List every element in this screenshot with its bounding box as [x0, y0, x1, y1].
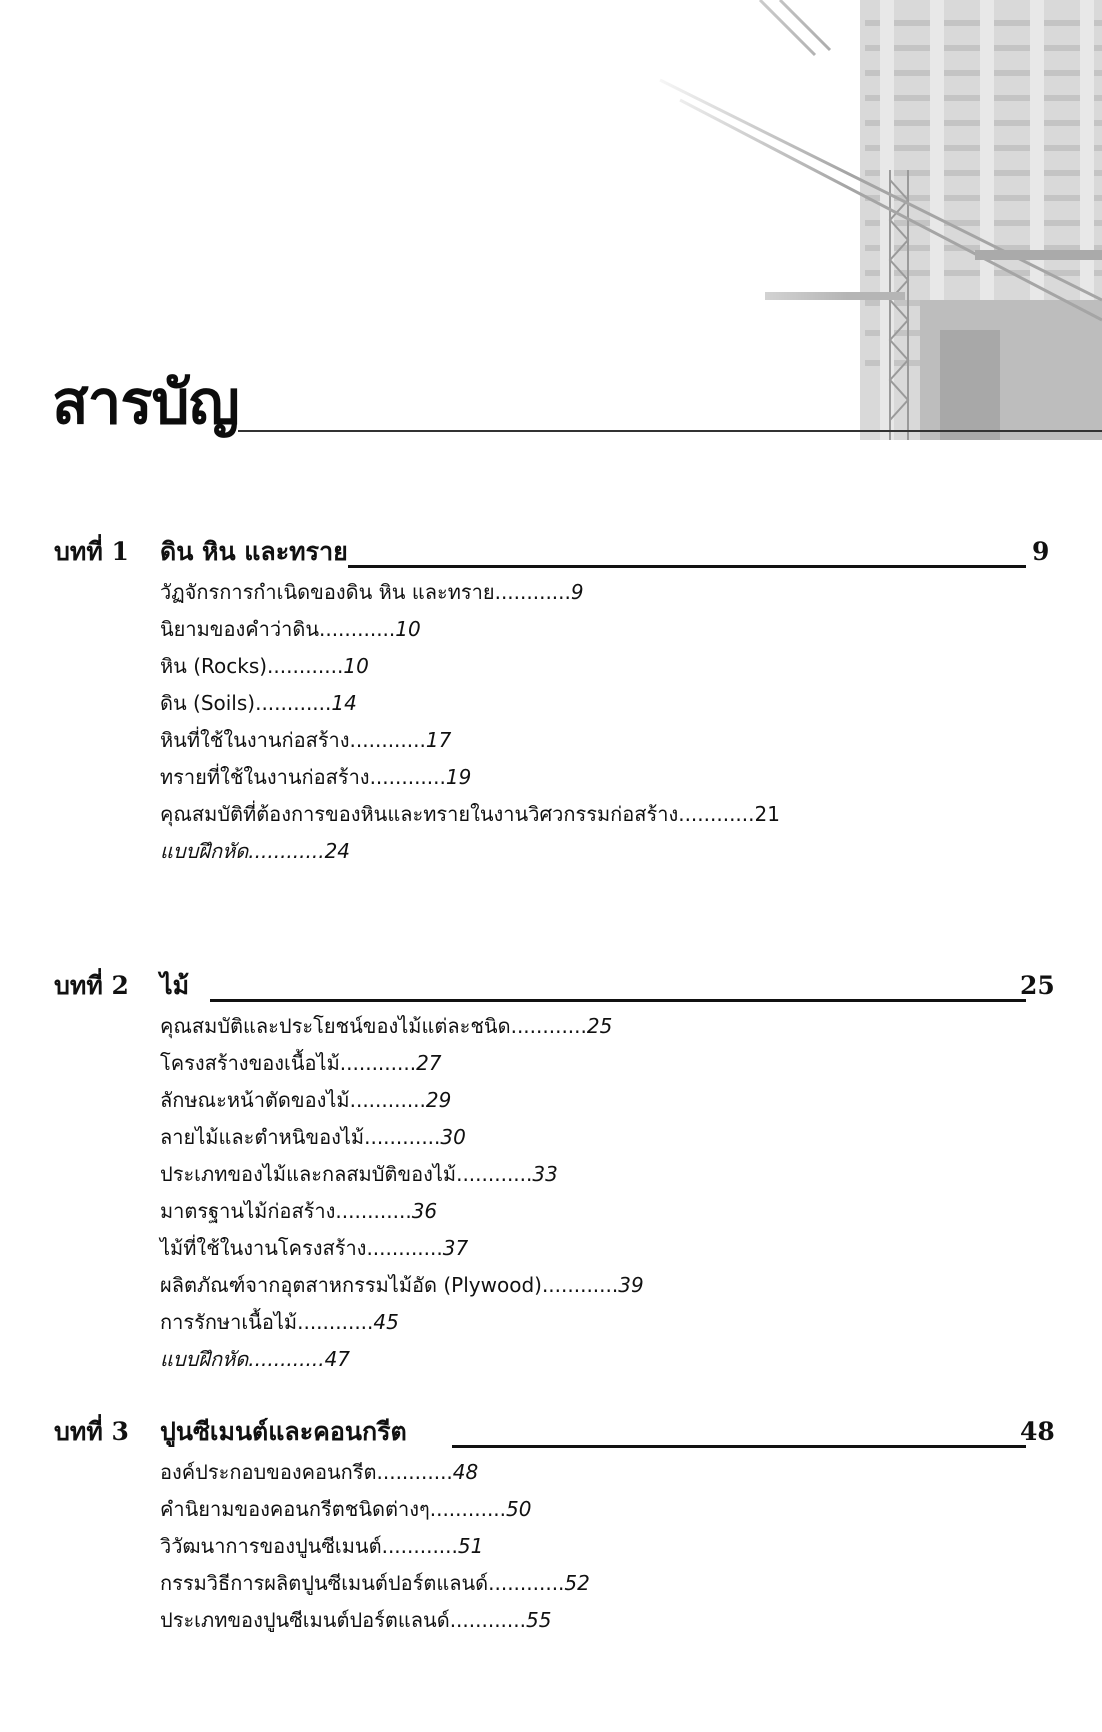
toc-entry[interactable]	[0, 648, 1102, 685]
toc-entry[interactable]	[0, 796, 1102, 833]
entry-title: โครงสร้างของเนื้อไม้............	[160, 1051, 417, 1075]
toc-entry[interactable]	[0, 1082, 1102, 1119]
toc-entry[interactable]	[0, 1304, 1102, 1341]
entry-page: 10	[395, 617, 421, 641]
entry-title: การรักษาเนื้อไม้............	[160, 1310, 374, 1334]
toc-entry[interactable]	[0, 1008, 1102, 1045]
toc-entry[interactable]	[0, 1267, 1102, 1304]
entry-page: 52	[564, 1571, 590, 1595]
chapter-page: 25	[1020, 971, 1055, 1000]
toc-entry[interactable]	[0, 685, 1102, 722]
toc-entry[interactable]	[0, 1602, 1102, 1639]
entry-title: หินที่ใช้ในงานก่อสร้าง............	[160, 728, 426, 752]
entry-title: หิน (Rocks)............	[160, 654, 344, 678]
entry-title: แบบฝึกหัด............	[160, 1347, 325, 1371]
entry-title: คุณสมบัติที่ต้องการของหินและทรายในงานวิศวกรรมก่อสร้าง............	[160, 802, 755, 826]
chapter-heading	[0, 1412, 1102, 1452]
chapter-title: ดิน หิน และทราย	[160, 532, 348, 572]
entry-title: กรรมวิธีการผลิตปูนซีเมนต์ปอร์ตแลนด์............	[160, 1571, 565, 1595]
chapter-number: บทที่ 3	[54, 1417, 129, 1446]
toc-entry[interactable]	[0, 1156, 1102, 1193]
toc-entry[interactable]	[0, 1528, 1102, 1565]
entry-page: 25	[586, 1014, 613, 1038]
entry-page: 39	[618, 1273, 644, 1297]
title-underline	[238, 430, 1102, 432]
entry-title: คุณสมบัติและประโยชน์ของไม้แต่ละชนิด............	[160, 1014, 587, 1038]
chapter-page: 48	[1020, 1417, 1055, 1446]
entry-title: วัฏจักรการกำเนิดของดิน หิน และทราย............	[160, 580, 571, 604]
toc-list	[0, 1008, 1102, 1378]
toc-list	[0, 1454, 1102, 1639]
entry-title: องค์ประกอบของคอนกรีต............	[160, 1460, 453, 1484]
entry-title: ประเภทของไม้และกลสมบัติของไม้............	[160, 1162, 533, 1186]
entry-page: 24	[324, 839, 351, 863]
toc-entry[interactable]	[0, 1565, 1102, 1602]
entry-page: 17	[425, 728, 452, 752]
entry-title: ไม้ที่ใช้ในงานโครงสร้าง............	[160, 1236, 443, 1260]
chapter-page: 9	[1032, 537, 1050, 566]
entry-page: 9	[570, 580, 584, 604]
entry-title: ทรายที่ใช้ในงานก่อสร้าง............	[160, 765, 446, 789]
entry-page: 10	[343, 654, 369, 678]
chapter-number: บทที่ 2	[54, 971, 129, 1000]
entry-title: ดิน (Soils)............	[160, 691, 332, 715]
construction-crane-image	[640, 0, 1102, 440]
entry-title: วิวัฒนาการของปูนซีเมนต์............	[160, 1534, 458, 1558]
entry-title: ลักษณะหน้าตัดของไม้............	[160, 1088, 426, 1112]
entry-page: 55	[526, 1608, 552, 1632]
entry-page: 21	[754, 802, 780, 826]
entry-title: ลายไม้และตำหนิของไม้............	[160, 1125, 441, 1149]
chapter-1	[0, 532, 1102, 870]
entry-title: แบบฝึกหัด............	[160, 839, 325, 863]
entry-title: ประเภทของปูนซีเมนต์ปอร์ตแลนด์............	[160, 1608, 526, 1632]
toc-entry-exercise[interactable]	[0, 833, 1102, 870]
toc-entry[interactable]	[0, 1119, 1102, 1156]
chapter-leader-line	[210, 999, 1026, 1002]
chapter-number: บทที่ 1	[54, 537, 129, 566]
toc-entry[interactable]	[0, 574, 1102, 611]
toc-entry[interactable]	[0, 759, 1102, 796]
chapter-3	[0, 1412, 1102, 1639]
entry-page: 19	[445, 765, 472, 789]
entry-title: คำนิยามของคอนกรีตชนิดต่างๆ............	[160, 1497, 507, 1521]
toc-entry[interactable]	[0, 1045, 1102, 1082]
toc-entry[interactable]	[0, 1230, 1102, 1267]
toc-list	[0, 574, 1102, 870]
entry-title: มาตรฐานไม้ก่อสร้าง............	[160, 1199, 412, 1223]
entry-page: 29	[425, 1088, 452, 1112]
toc-entry[interactable]	[0, 1491, 1102, 1528]
chapter-title: ไม้	[160, 966, 189, 1006]
toc-entry[interactable]	[0, 611, 1102, 648]
entry-page: 33	[532, 1162, 558, 1186]
entry-page: 27	[416, 1051, 442, 1075]
toc-entry-exercise[interactable]	[0, 1341, 1102, 1378]
entry-page: 50	[506, 1497, 532, 1521]
entry-title: นิยามของคำว่าดิน............	[160, 617, 396, 641]
entry-page: 51	[457, 1534, 484, 1558]
entry-page: 36	[411, 1199, 438, 1223]
entry-title: ผลิตภัณฑ์จากอุตสาหกรรมไม้อัด (Plywood)............	[160, 1273, 619, 1297]
chapter-heading	[0, 532, 1102, 572]
entry-page: 47	[324, 1347, 351, 1371]
chapter-leader-line	[330, 565, 1026, 568]
chapter-title: ปูนซีเมนต์และคอนกรีต	[160, 1412, 407, 1452]
chapter-heading	[0, 966, 1102, 1006]
toc-entry[interactable]	[0, 722, 1102, 759]
page-title: สารบัญ	[52, 368, 239, 438]
entry-page: 45	[373, 1310, 399, 1334]
entry-page: 48	[452, 1460, 479, 1484]
toc-entry[interactable]	[0, 1193, 1102, 1230]
chapter-2	[0, 966, 1102, 1378]
chapter-leader-line	[452, 1445, 1026, 1448]
entry-page: 30	[440, 1125, 466, 1149]
entry-page: 14	[331, 691, 357, 715]
entry-page: 37	[442, 1236, 469, 1260]
toc-entry[interactable]	[0, 1454, 1102, 1491]
